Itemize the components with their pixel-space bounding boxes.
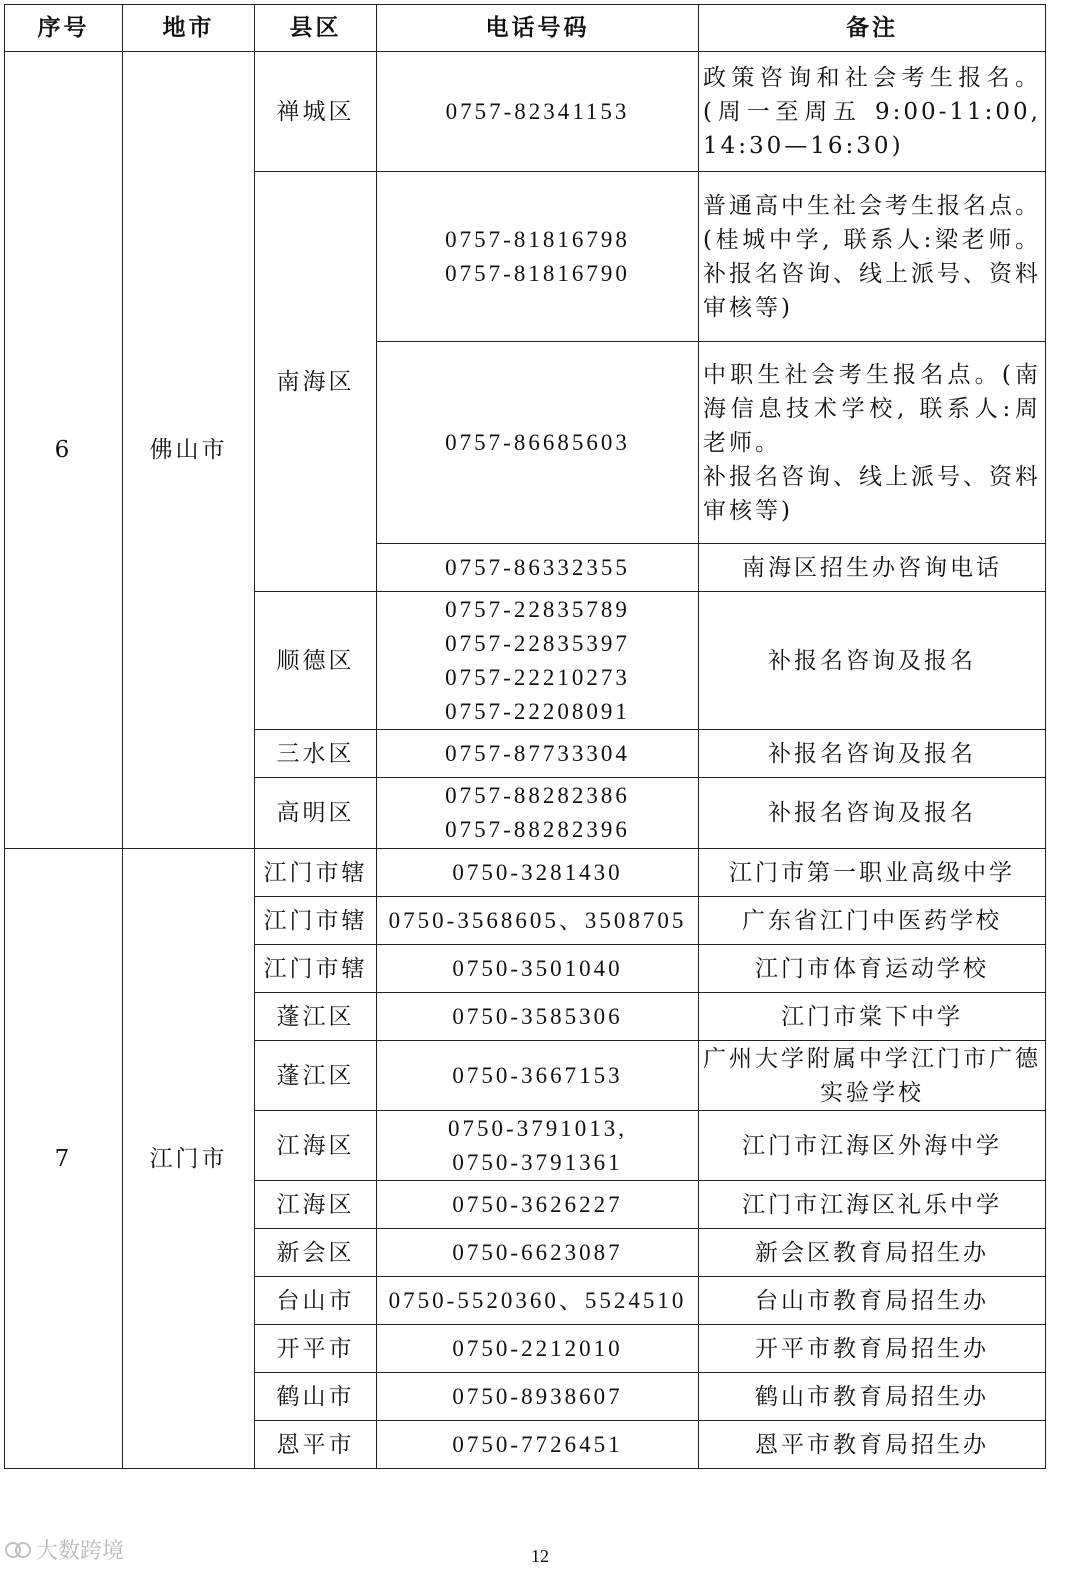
phone-cell [377,1041,699,1111]
phone-cell [377,1421,699,1469]
page-number: 12 [531,1546,549,1566]
note-cell: 开平市教育局招生办 [699,1325,1046,1373]
contact-table [4,4,1046,1469]
district-cell: 顺德区 [255,592,377,730]
phone-cell [377,1229,699,1277]
phone-cell [377,592,699,730]
phone-number: 0757-82341153 [445,98,630,124]
phone-cell [377,342,699,544]
note-cell: 补报名咨询及报名 [699,778,1046,849]
table-row [5,52,1046,172]
district-cell: 江门市辖 [255,897,377,945]
header-phone: 电话号码 [377,5,699,52]
phone-cell [377,1325,699,1373]
phone-number: 0757-81816790 [445,260,630,286]
phone-cell [377,993,699,1041]
phone-cell [377,897,699,945]
note-cell: 南海区招生办咨询电话 [699,544,1046,592]
phone-number: 0757-22208091 [445,698,630,724]
phone-number: 0757-81816798 [445,226,630,252]
note-cell: 新会区教育局招生办 [699,1229,1046,1277]
district-cell: 禅城区 [255,52,377,172]
phone-cell [377,945,699,993]
note-cell: 补报名咨询及报名 [699,730,1046,778]
table-header-row [5,5,1046,52]
note-cell: 鹤山市教育局招生办 [699,1373,1046,1421]
note-cell: 江门市棠下中学 [699,993,1046,1041]
note-cell: 广东省江门中医药学校 [699,897,1046,945]
phone-cell [377,172,699,342]
note-cell: 江门市江海区外海中学 [699,1111,1046,1181]
note-cell: 江门市第一职业高级中学 [699,849,1046,897]
phone-number: 0757-88282396 [445,817,630,842]
note-cell: 中职生社会考生报名点。(南海信息技术学校, 联系人:周老师。 补报名咨询、线上派号、资料审核等) [699,342,1046,544]
header-seq: 序号 [5,5,123,52]
phone-number: 0750-6623087 [452,1239,623,1265]
phone-number: 0757-22835789 [445,596,630,622]
watermark-text: 大数跨境 [36,1539,125,1564]
phone-number: 0750-3667153 [452,1062,623,1088]
note-cell: 江门市江海区礼乐中学 [699,1181,1046,1229]
phone-number: 0750-3281430 [452,859,623,885]
phone-number: 0757-22835397 [445,630,630,656]
phone-number: 0750-3791013, [448,1115,627,1141]
note-cell: 政策咨询和社会考生报名。(周一至周五 9:00-11:00, 14:30—16:30) [699,52,1046,172]
phone-number: 0750-7726451 [452,1431,623,1457]
district-cell: 鹤山市 [255,1373,377,1421]
phone-number: 0750-8938607 [452,1383,623,1409]
phone-cell [377,1373,699,1421]
phone-number: 0750-3501040 [452,955,623,981]
phone-number: 0750-2212010 [452,1335,623,1361]
phone-number: 0757-22210273 [445,664,630,690]
header-district: 县区 [255,5,377,52]
district-cell: 江门市辖 [255,945,377,993]
note-cell: 恩平市教育局招生办 [699,1421,1046,1469]
phone-number: 0750-5520360、5524510 [388,1287,687,1313]
phone-number: 0750-3626227 [452,1191,623,1217]
phone-cell [377,1181,699,1229]
district-cell: 恩平市 [255,1421,377,1469]
district-cell: 江海区 [255,1181,377,1229]
header-city: 地市 [123,5,255,52]
seq-cell: 7 [5,849,123,1469]
district-cell: 新会区 [255,1229,377,1277]
seq-cell: 6 [5,52,123,849]
district-cell: 蓬江区 [255,993,377,1041]
phone-number: 0757-87733304 [445,740,630,766]
phone-cell [377,1277,699,1325]
note-cell: 台山市教育局招生办 [699,1277,1046,1325]
district-cell: 开平市 [255,1325,377,1373]
district-cell: 蓬江区 [255,1041,377,1111]
note-cell: 广州大学附属中学江门市广德实验学校 [699,1041,1046,1111]
phone-number: 0750-3585306 [452,1003,623,1029]
phone-cell [377,544,699,592]
district-cell: 台山市 [255,1277,377,1325]
note-cell: 补报名咨询及报名 [699,592,1046,730]
district-cell: 江门市辖 [255,849,377,897]
phone-number: 0750-3568605、3508705 [388,907,687,933]
city-cell: 佛山市 [123,52,255,849]
city-cell: 江门市 [123,849,255,1469]
table-row [5,849,1046,897]
header-note: 备注 [699,5,1046,52]
phone-cell [377,1111,699,1181]
phone-number: 0750-3791361 [452,1149,623,1175]
note-cell: 普通高中生社会考生报名点。(桂城中学, 联系人:梁老师。补报名咨询、线上派号、资料审核等) [699,172,1046,342]
note-cell: 江门市体育运动学校 [699,945,1046,993]
phone-cell [377,730,699,778]
phone-cell [377,52,699,172]
phone-number: 0757-86685603 [445,429,630,455]
district-cell: 江海区 [255,1111,377,1181]
district-cell: 三水区 [255,730,377,778]
phone-number: 0757-86332355 [445,554,630,580]
phone-number: 0757-88282386 [445,783,630,808]
district-cell: 南海区 [255,172,377,592]
district-cell: 高明区 [255,778,377,849]
phone-cell [377,849,699,897]
phone-cell [377,778,699,849]
